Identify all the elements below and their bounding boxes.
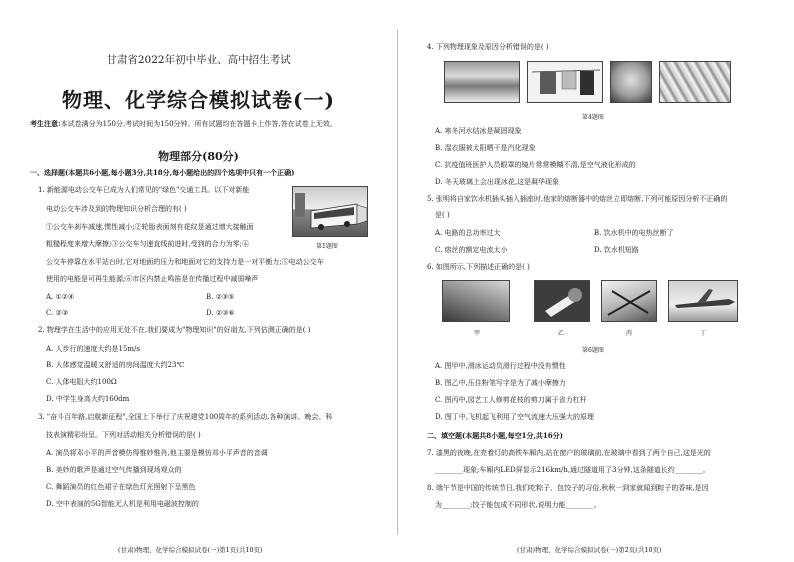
q5-line: 是( )	[435, 211, 450, 219]
exam-header: 甘肃省2022年初中毕业、高中招生考试	[106, 54, 291, 66]
q4-option-a: A. 寒冬河水结冰是凝固现象	[435, 127, 522, 135]
drying-clothes-photo	[527, 61, 603, 103]
q2-option-b: B. 人体感觉温暖又舒适的房间温度大约23℃	[46, 361, 185, 369]
q1-line: 粗糙程度来增大摩擦;③公交车匀速直线前进时,受到的合力为零;④	[46, 240, 249, 248]
goggles-photo	[610, 61, 652, 103]
fig6-label-ding: 丁	[700, 330, 707, 337]
q1-option-c: C. ②③	[46, 309, 69, 317]
skater-photo	[442, 280, 510, 322]
q7-line: 7. 漆黑的夜晚,在亮着灯的高铁车厢内,站在窗户的玻璃前,在玻璃中看到了两个自己,这是光的	[427, 449, 711, 457]
airplane-illustration	[669, 281, 738, 322]
q4-option-c: C. 抗疫值班医护人员眼罩的镜片常常模糊不清,是空气液化形成的	[435, 161, 636, 169]
right-footer: (甘肃)物理、化学综合模拟试卷(一)第2页(共10页)	[517, 546, 662, 554]
q2-option-a: A. 人步行的速度大约是15m/s	[46, 345, 141, 353]
q4-option-b: B. 湿衣服被太阳晒干是汽化现象	[435, 144, 536, 152]
chalk-illustration	[535, 281, 590, 322]
part2-title: 二、填空题(本题共8小题,每空1分,共16分)	[427, 431, 563, 440]
fig4-caption: 第4题图	[582, 114, 604, 121]
notice-label: 考生注意:	[30, 119, 61, 128]
section-title: 物理部分(80分)	[158, 150, 239, 163]
q4-option-d: D. 冬天玻璃上会出现冰花,这是凝华现象	[435, 178, 560, 186]
q1-option-b: B. ②③⑤	[206, 293, 235, 301]
q1-line: 电动公交车涉及到的物理知识分析合理的有( )	[46, 205, 187, 213]
q3-line: 3. "奋斗百年路,启航新征程",全国上下举行了庆祝建党100周年的系列活动,各种演讲、晚会、科	[38, 413, 333, 421]
fig6-label-jia: 甲	[474, 330, 481, 337]
q5-line: 5. 张明将自家饮水机插头插入插座时,他家的熔断器中的熔丝立即熔断,下列可能原因分析不正确的	[427, 195, 728, 203]
q3-option-d: D. 空中表演的5G智能无人机是利用电磁波控制的	[46, 500, 199, 508]
notice	[30, 119, 337, 129]
clothes-illustration	[528, 62, 603, 103]
airplane-photo	[668, 280, 738, 322]
q1-option-d: D. ②③⑥	[206, 309, 235, 317]
fig6-label-bing: 丙	[626, 330, 633, 337]
q6-option-a: A. 图甲中,滑冰运动员滑行过程中没有惯性	[435, 362, 566, 370]
q1-line: 公交车停靠在水平站台时,它对地面的压力和地面对它的支持力是一对平衡力;⑤电动公交车	[46, 258, 324, 266]
q3-option-c: C. 舞蹈演员的红色裙子在绿色灯光照射下呈黑色	[46, 483, 196, 491]
q1-line: 1. 新能源电动公交车已成为人们常见的"绿色"交通工具。以下对新能	[38, 186, 250, 194]
q4-stem: 4. 下列物理现象及原因分析错误的是( )	[427, 43, 549, 51]
q6-stem: 6. 如图所示,下列描述正确的是( )	[427, 263, 530, 271]
bus-photo	[292, 186, 368, 237]
scissors-photo	[601, 280, 657, 322]
q1-line: ①公交车刹车减速,惯性减小;②轮胎表面刻有花纹是通过增大接触面	[46, 223, 254, 231]
q1-line: 使用的电能是可再生能源;⑥市区内禁止鸣笛是在传播过程中减弱噪声	[46, 275, 259, 283]
scissors-illustration	[602, 281, 657, 322]
right-page	[397, 0, 794, 562]
frozen-river-photo	[444, 61, 520, 103]
page-title: 物理、化学综合模拟试卷(一)	[62, 88, 335, 112]
q3-option-b: B. 美妙的歌声是通过空气传播到现场观众的	[46, 466, 182, 474]
q7-line: ________现象;车厢内LED屏显示216km/h,通过隧道用了3分钟,这条隧道长约________。	[435, 466, 710, 474]
q2-option-c: C. 人体电阻大约100Ω	[46, 378, 117, 386]
fig1-caption: 第1题图	[316, 243, 338, 250]
q6-option-b: B. 图乙中,压住粉笔写字是为了减小摩擦力	[435, 379, 566, 387]
notice-text: 本试卷满分为150分,考试时间为150分钟。所有试题均在答题卡上作答,答在试卷上无效。	[60, 120, 337, 128]
q8-line: 为________;饺子能包成不同形状,说明力能________。	[435, 501, 601, 509]
q6-option-c: C. 图丙中,园艺工人修剪花枝的剪刀属于省力杠杆	[435, 396, 587, 404]
chalk-photo	[534, 280, 590, 322]
q2-stem: 2. 物理学在生活中的应用无处不在,我们要成为"物理知识"的好朋友,下列估测正确的是( )	[38, 326, 311, 334]
q6-option-d: D. 图丁中,飞机起飞利用了空气流速大压强大的原理	[435, 413, 595, 421]
q5-option-a: A. 电路的总功率过大	[435, 229, 501, 237]
q5-option-b: B. 饮水机中的电热丝断了	[594, 229, 674, 237]
q8-line: 8. 端午节是中国的传统节日,我们吃粽子、包饺子的习俗,秋秋一到家就闻到粽子的香味,是因	[427, 484, 709, 492]
q5-option-c: C. 熔丝的额定电流太小	[435, 246, 508, 254]
fig6-caption: 第6题图	[582, 347, 604, 354]
fig6-label-yi: 乙	[558, 330, 565, 337]
bus-illustration	[293, 187, 368, 237]
left-footer: (甘肃)物理、化学综合模拟试卷(一)第1页(共10页)	[118, 546, 263, 554]
q3-option-a: A. 演员将邓小平的声音模仿得惟妙惟肖,他主要是模仿邓小平声音的音调	[46, 449, 268, 457]
ice-flower-photo	[659, 61, 731, 103]
part1-title: 一、选择题(本题共6小题,每小题3分,共18分,每小题给出的四个选项中只有一个正确)	[30, 168, 295, 177]
q2-option-d: D. 中学生身高大约160dm	[46, 395, 130, 403]
q5-option-d: D. 饮水机短路	[594, 246, 639, 254]
q3-line: 技表演精彩纷呈。下列对活动相关分析错误的是( )	[46, 431, 201, 439]
q1-option-a: A. ①②④	[46, 293, 75, 301]
